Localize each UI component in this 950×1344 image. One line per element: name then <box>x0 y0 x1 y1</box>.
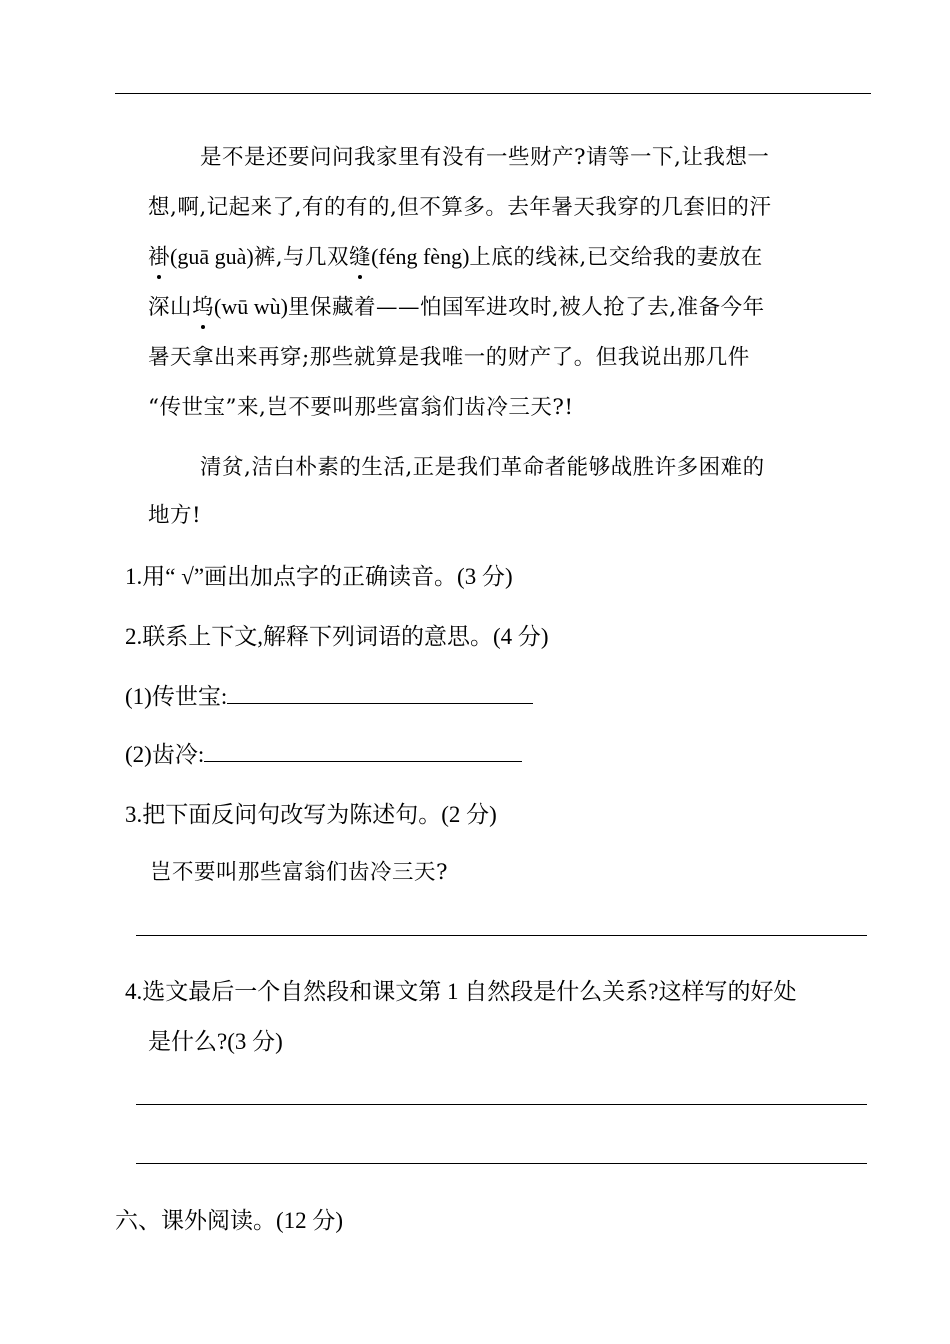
section-title: 六、课外阅读。(12 分) <box>115 1208 344 1233</box>
answer-line-4a[interactable] <box>136 1104 867 1105</box>
answer-blank-2-2[interactable] <box>204 739 522 762</box>
question-1: 1.用“ √”画出加点字的正确读音。(3 分) <box>125 564 513 589</box>
answer-blank-2-1[interactable] <box>227 681 533 704</box>
question-3: 3.把下面反问句改写为陈述句。(2 分) <box>125 802 497 827</box>
passage-line-6: “传世宝”来,岂不要叫那些富翁们齿冷三天?! <box>148 395 574 420</box>
question-4-line-1: 4.选文最后一个自然段和课文第 1 自然段是什么关系?这样写的好处 <box>125 979 797 1004</box>
question-2-2-label: (2)齿冷: <box>125 742 205 767</box>
question-2-2 <box>125 736 522 769</box>
passage-line-1: 是不是还要问问我家里有没有一些财产?请等一下,让我想一 <box>200 145 770 170</box>
answer-line-4b[interactable] <box>136 1163 867 1164</box>
passage-text: 上底的线袜,已交给我的妻放在 <box>469 245 763 270</box>
passage-text: 里保藏着——怕国军进攻时,被人抢了去,准备今年 <box>287 295 765 320</box>
dotted-char-gua: 褂 <box>148 240 170 271</box>
passage-line-3 <box>148 240 763 271</box>
answer-line-3[interactable] <box>136 935 867 936</box>
passage-line-5: 暑天拿出来再穿;那些就算是我唯一的财产了。但我说出那几件 <box>148 345 750 370</box>
pinyin-option-gua: (guā guà) <box>170 244 254 269</box>
question-4-line-2: 是什么?(3 分) <box>148 1029 283 1054</box>
dotted-char-feng: 缝 <box>349 240 371 271</box>
pinyin-option-feng: (féng fèng) <box>371 244 470 269</box>
dotted-char-wu: 坞 <box>192 290 214 321</box>
passage-text: 深山 <box>148 295 193 320</box>
question-3-sentence: 岂不要叫那些富翁们齿冷三天? <box>150 860 449 885</box>
passage-line-7: 清贫,洁白朴素的生活,正是我们革命者能够战胜许多困难的 <box>200 455 765 480</box>
passage-text: 裤,与几双 <box>253 245 350 270</box>
question-2-1 <box>125 678 533 711</box>
pinyin-option-wu: (wū wù) <box>214 294 288 319</box>
header-rule <box>115 93 871 94</box>
question-2-1-label: (1)传世宝: <box>125 684 228 709</box>
passage-line-4 <box>148 290 765 321</box>
passage-line-8: 地方! <box>148 503 202 528</box>
passage-line-2: 想,啊,记起来了,有的有的,但不算多。去年暑天我穿的几套旧的汗 <box>148 195 772 220</box>
question-2: 2.联系上下文,解释下列词语的意思。(4 分) <box>125 624 549 649</box>
